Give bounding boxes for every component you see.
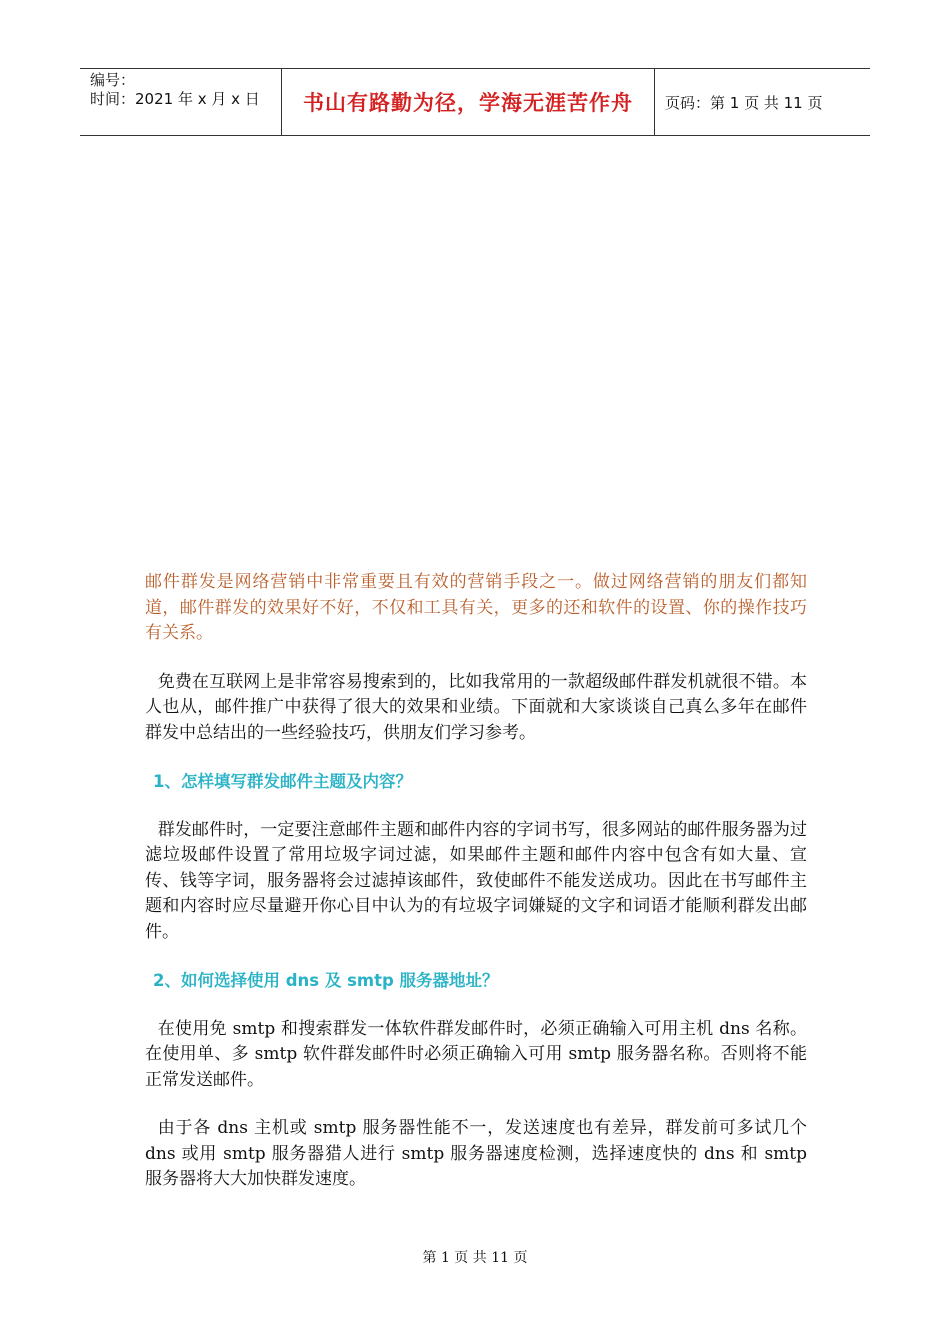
body-paragraph: 在使用免 smtp 和搜索群发一体软件群发邮件时，必须正确输入可用主机 dns 名称。在使用单、多 smtp 软件群发邮件时必须正确输入可用 smtp 服务器名称。否则将不能正常发送邮件。 [145,1018,807,1090]
body-paragraph: 群发邮件时，一定要注意邮件主题和邮件内容的字词书写，很多网站的邮件服务器为过滤垃圾邮件设置了常用垃圾字词过滤，如果邮件主题和邮件内容中包含有如大量、宣传、钱等字词，服务器将会过滤掉该邮件，致使邮件不能发送成功。因此在书写邮件主题和内容时应尽量避开你心目中认为的有垃圾字词嫌疑的文字和词语才能顺利群发出邮件。 [145,819,807,942]
motto-text: 书山有路勤为径，学海无涯苦作舟 [303,91,633,115]
body-paragraph: 免费在互联网上是非常容易搜索到的，比如我常用的一款超级邮件群发机就很不错。本人也从，邮件推广中获得了很大的效果和业绩。下面就和大家谈谈自己真么多年在邮件群发中总结出的一些经验技巧，供朋友们学习参考。 [145,671,807,743]
section-heading: 2、如何选择使用 dns 及 smtp 服务器地址？ [153,971,499,990]
section-heading: 1、怎样填写群发邮件主题及内容？ [153,772,412,791]
document-header [80,68,870,136]
serial-number-label: 编号： [90,71,136,89]
page-info: 页码：第 1 页 共 11 页 [665,93,823,112]
body-paragraph: 由于各 dns 主机或 smtp 服务器性能不一，发送速度也有差异，群发前可多试几个 dns 或用 smtp 服务器猎人进行 smtp 服务器速度检测，选择速度快的 dns 和 smtp 服务器将大大加快群发速度。 [145,1118,807,1189]
article-body [145,570,807,1216]
header-motto-cell [282,69,655,135]
header-page-cell [655,69,870,135]
date-label: 时间：2021 年 x 月 x 日 [90,90,260,108]
page-footer: 第 1 页 共 11 页 [422,1250,528,1266]
header-meta-cell [80,69,282,135]
intro-paragraph: 邮件群发是网络营销中非常重要且有效的营销手段之一。做过网络营销的朋友们都知道，邮件群发的效果好不好，不仅和工具有关，更多的还和软件的设置、你的操作技巧有关系。 [145,572,807,643]
